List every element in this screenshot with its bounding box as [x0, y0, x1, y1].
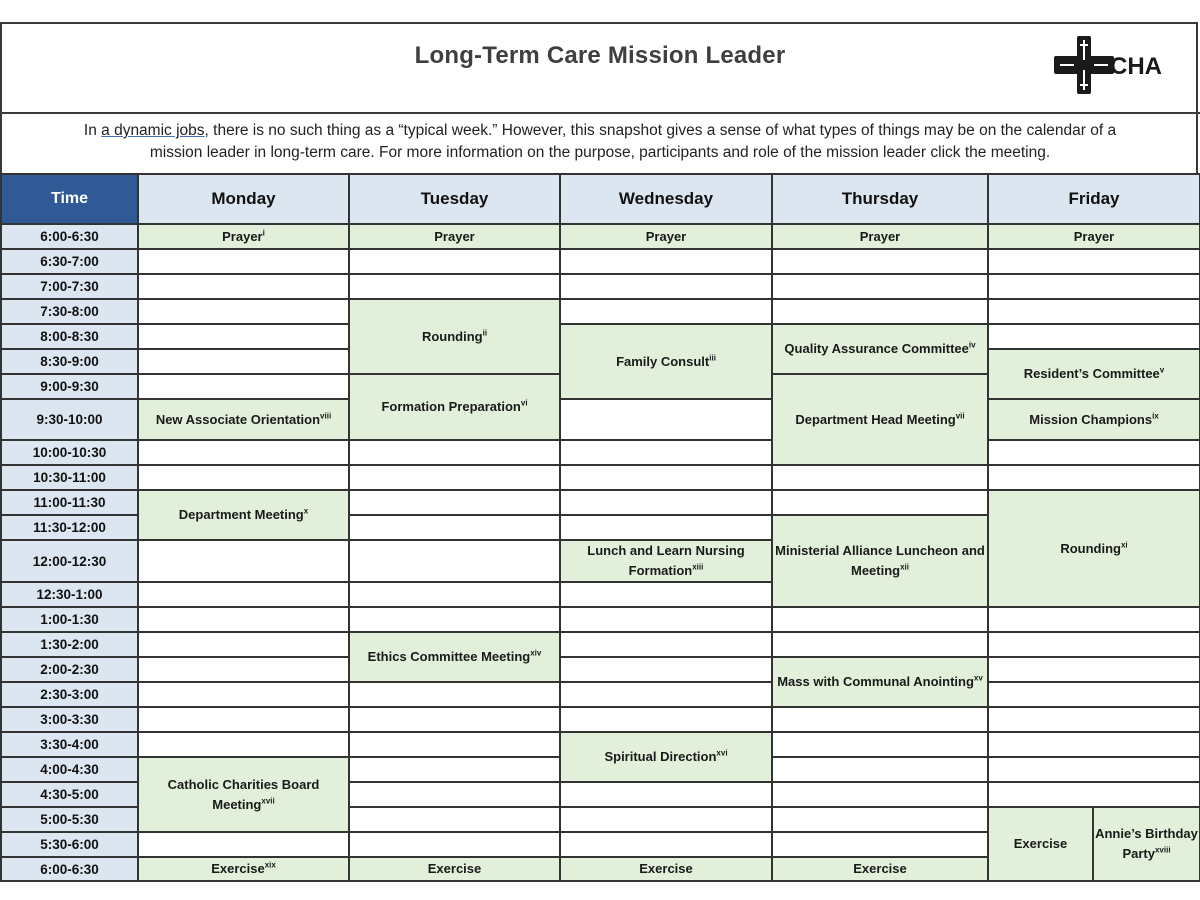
empty-cell [988, 465, 1200, 490]
event-exercise-monday[interactable]: Exercise$^{xix}$ [138, 857, 349, 881]
time-slot: 1:30-2:00 [1, 632, 138, 657]
time-slot: 4:30-5:00 [1, 782, 138, 807]
event-exercise-friday[interactable]: Exercise [988, 807, 1093, 881]
event-prayer-tuesday[interactable]: Prayer [349, 224, 560, 249]
empty-cell [988, 657, 1200, 682]
empty-cell [349, 782, 560, 807]
time-slot: 11:30-12:00 [1, 515, 138, 540]
event-department-meeting[interactable]: Department Meeting$^x$ [138, 490, 349, 540]
empty-cell [138, 299, 349, 324]
empty-cell [772, 632, 988, 657]
event-exercise-wednesday[interactable]: Exercise [560, 857, 772, 881]
empty-cell [560, 274, 772, 299]
empty-cell [349, 807, 560, 832]
column-header-tuesday: Tuesday [349, 174, 560, 224]
event-quality-assurance[interactable]: Quality Assurance Committee$^{iv}$ [772, 324, 988, 374]
title-bar [0, 22, 1200, 114]
empty-cell [772, 732, 988, 757]
time-slot: 12:00-12:30 [1, 540, 138, 582]
event-spiritual-direction[interactable]: Spiritual Direction$^{xvi}$ [560, 732, 772, 782]
schedule-table [0, 173, 1200, 882]
empty-cell [138, 582, 349, 607]
spellcheck-underlined-text: a dynamic jobs [101, 122, 205, 139]
cha-logo-icon [1052, 34, 1182, 96]
empty-cell [138, 607, 349, 632]
time-slot: 6:00-6:30 [1, 857, 138, 881]
empty-cell [138, 440, 349, 465]
empty-cell [138, 832, 349, 857]
time-slot: 6:30-7:00 [1, 249, 138, 274]
empty-cell [138, 707, 349, 732]
empty-cell [349, 274, 560, 299]
svg-text:CHA: CHA [1110, 53, 1162, 80]
event-lunch-and-learn[interactable]: Lunch and Learn Nursing Formation$^{xiii}$ [560, 540, 772, 582]
event-new-associate-orientation[interactable]: New Associate Orientation$^{viii}$ [138, 399, 349, 440]
time-slot: 5:00-5:30 [1, 807, 138, 832]
event-ethics-committee[interactable]: Ethics Committee Meeting$^{xiv}$ [349, 632, 560, 682]
empty-cell [560, 399, 772, 440]
empty-cell [560, 632, 772, 657]
empty-cell [349, 707, 560, 732]
empty-cell [772, 832, 988, 857]
event-annies-birthday-party[interactable]: Annie’s Birthday Party$^{xviii}$ [1093, 807, 1200, 881]
time-slot: 9:00-9:30 [1, 374, 138, 399]
empty-cell [988, 632, 1200, 657]
empty-cell [138, 349, 349, 374]
empty-cell [138, 324, 349, 349]
empty-cell [988, 757, 1200, 782]
column-header-monday: Monday [138, 174, 349, 224]
empty-cell [988, 274, 1200, 299]
empty-cell [138, 465, 349, 490]
empty-cell [772, 782, 988, 807]
empty-cell [138, 732, 349, 757]
time-slot: 2:00-2:30 [1, 657, 138, 682]
empty-cell [138, 249, 349, 274]
empty-cell [560, 832, 772, 857]
empty-cell [560, 682, 772, 707]
time-slot: 11:00-11:30 [1, 490, 138, 515]
empty-cell [349, 582, 560, 607]
time-slot: 7:30-8:00 [1, 299, 138, 324]
event-formation-preparation[interactable]: Formation Preparation$^{vi}$ [349, 374, 560, 440]
column-header-thursday: Thursday [772, 174, 988, 224]
empty-cell [988, 299, 1200, 324]
event-exercise-thursday[interactable]: Exercise [772, 857, 988, 881]
empty-cell [772, 757, 988, 782]
event-department-head-meeting[interactable]: Department Head Meeting$^{vii}$ [772, 374, 988, 465]
empty-cell [772, 299, 988, 324]
empty-cell [772, 707, 988, 732]
event-mass-communal-anointing[interactable]: Mass with Communal Anointing$^{xv}$ [772, 657, 988, 707]
empty-cell [349, 440, 560, 465]
empty-cell [560, 657, 772, 682]
page-title: Long-Term Care Mission Leader [414, 42, 786, 69]
empty-cell [560, 490, 772, 515]
empty-cell [988, 324, 1200, 349]
empty-cell [560, 299, 772, 324]
event-rounding-friday[interactable]: Rounding$^{xi}$ [988, 490, 1200, 607]
event-family-consult[interactable]: Family Consult$^{iii}$ [560, 324, 772, 399]
time-slot: 2:30-3:00 [1, 682, 138, 707]
empty-cell [772, 807, 988, 832]
empty-cell [349, 682, 560, 707]
time-slot: 5:30-6:00 [1, 832, 138, 857]
time-slot: 10:30-11:00 [1, 465, 138, 490]
empty-cell [138, 274, 349, 299]
empty-cell [560, 249, 772, 274]
column-header-time: Time [1, 174, 138, 224]
time-slot: 8:00-8:30 [1, 324, 138, 349]
empty-cell [349, 757, 560, 782]
empty-cell [349, 732, 560, 757]
time-slot: 9:30-10:00 [1, 399, 138, 440]
event-prayer-monday[interactable]: Prayer$^i$ [138, 224, 349, 249]
event-ministerial-alliance[interactable]: Ministerial Alliance Luncheon and Meeting$^{xii}$ [772, 515, 988, 607]
empty-cell [349, 832, 560, 857]
empty-cell [560, 582, 772, 607]
time-slot: 1:00-1:30 [1, 607, 138, 632]
event-catholic-charities-board[interactable]: Catholic Charities Board Meeting$^{xvii}$ [138, 757, 349, 832]
event-residents-committee[interactable]: Resident’s Committee$^v$ [988, 349, 1200, 399]
empty-cell [349, 249, 560, 274]
empty-cell [138, 682, 349, 707]
empty-cell [772, 607, 988, 632]
time-slot: 7:00-7:30 [1, 274, 138, 299]
time-slot: 10:00-10:30 [1, 440, 138, 465]
empty-cell [138, 374, 349, 399]
empty-cell [560, 440, 772, 465]
intro-text: In a dynamic jobs, there is no such thing as a “typical week.” However, this snapshot gives a sense of what types of things may be on the calendar of a mission leader in long-term care. For more information on the purpose, participants and role of the mission leader click the meeting. [83, 122, 1117, 161]
time-slot: 4:00-4:30 [1, 757, 138, 782]
empty-cell [988, 249, 1200, 274]
empty-cell [560, 807, 772, 832]
event-prayer-wednesday[interactable]: Prayer [560, 224, 772, 249]
empty-cell [772, 249, 988, 274]
event-rounding-tuesday[interactable]: Rounding$^{ii}$ [349, 299, 560, 374]
empty-cell [349, 465, 560, 490]
event-exercise-tuesday[interactable]: Exercise [349, 857, 560, 881]
empty-cell [988, 707, 1200, 732]
empty-cell [349, 540, 560, 582]
empty-cell [988, 782, 1200, 807]
empty-cell [349, 515, 560, 540]
time-slot: 8:30-9:00 [1, 349, 138, 374]
empty-cell [988, 607, 1200, 632]
event-prayer-thursday[interactable]: Prayer [772, 224, 988, 249]
empty-cell [988, 682, 1200, 707]
empty-cell [138, 632, 349, 657]
empty-cell [349, 607, 560, 632]
event-prayer-friday[interactable]: Prayer [988, 224, 1200, 249]
time-slot: 6:00-6:30 [1, 224, 138, 249]
empty-cell [772, 274, 988, 299]
empty-cell [560, 465, 772, 490]
empty-cell [772, 465, 988, 490]
empty-cell [349, 490, 560, 515]
time-slot: 3:30-4:00 [1, 732, 138, 757]
column-header-wednesday: Wednesday [560, 174, 772, 224]
empty-cell [138, 657, 349, 682]
time-slot: 12:30-1:00 [1, 582, 138, 607]
event-mission-champions[interactable]: Mission Champions$^{ix}$ [988, 399, 1200, 440]
empty-cell [772, 490, 988, 515]
time-slot: 3:00-3:30 [1, 707, 138, 732]
empty-cell [560, 515, 772, 540]
empty-cell [560, 782, 772, 807]
empty-cell [560, 707, 772, 732]
empty-cell [988, 732, 1200, 757]
empty-cell [138, 540, 349, 582]
empty-cell [988, 440, 1200, 465]
empty-cell [560, 607, 772, 632]
column-header-friday: Friday [988, 174, 1200, 224]
